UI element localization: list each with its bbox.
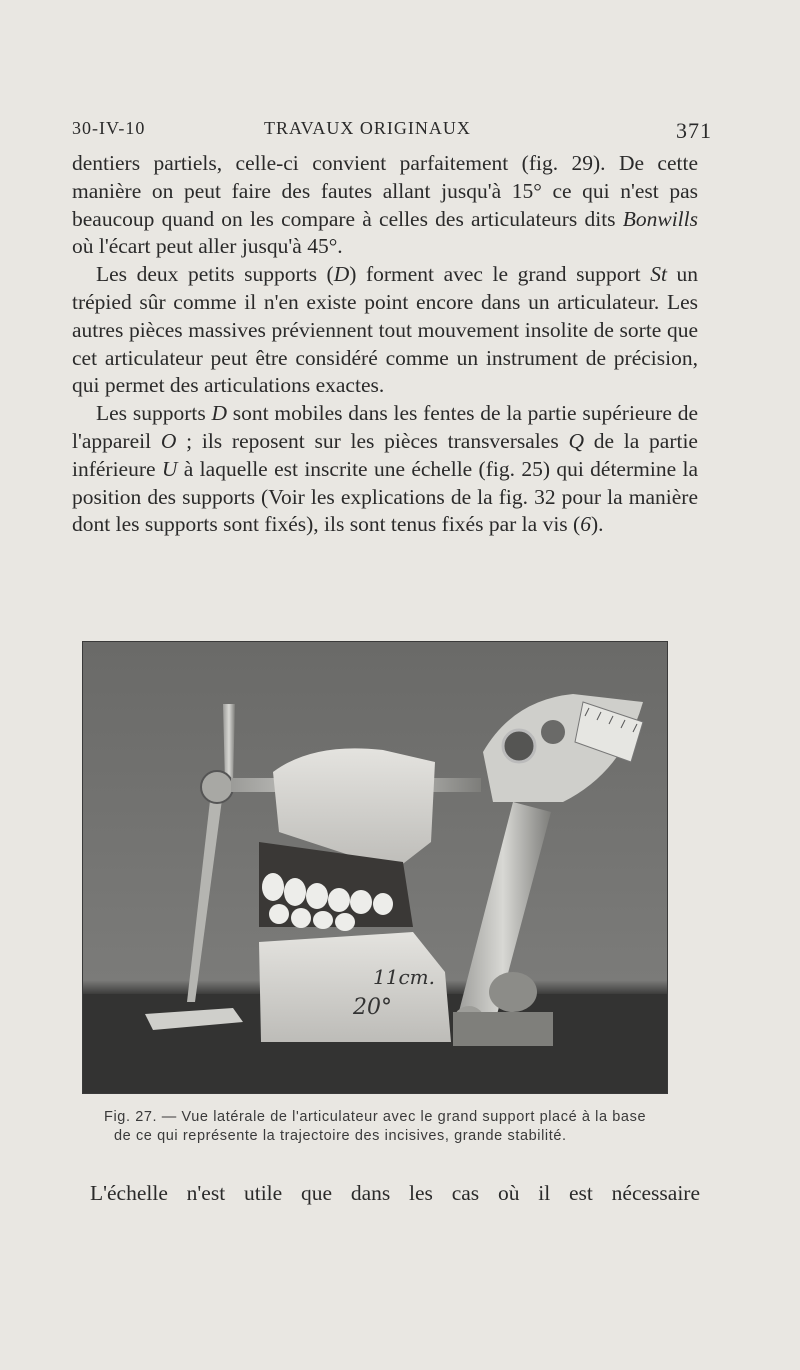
text-run: à laquelle est inscrite une échelle (fig. 25) qui détermine la position des supports (Voir les explications de la fig. 32 pour la manière dont les supports sont fixés), ils sont tenus fixés par la vis ( [72,456,698,537]
measure-label: 11cm. [373,965,435,989]
rod-clamp [201,771,233,803]
paragraph [72,150,698,261]
text-run: Les supports [96,401,212,426]
support-base-block [453,1012,553,1046]
caption-line-1: Fig. 27. — Vue latérale de l'articulateur avec le grand support placé à la base [104,1109,647,1125]
angle-label: 20° [353,995,392,1020]
text-run: de la partie inférieure [72,428,698,481]
support-knob [489,972,537,1012]
italic-term: Q [568,428,584,453]
figure-caption [104,1108,700,1146]
italic-term: O [160,428,177,453]
italic-term: 6 [580,512,591,537]
condyle-ball [503,730,535,762]
running-head-date: 30-IV-10 [72,118,146,138]
paragraph [72,400,698,539]
italic-term: D [333,262,350,287]
text-run: où l'écart peut aller jusqu'à 45°. [72,234,343,259]
paragraph [72,261,698,400]
continuation-line: L'échelle n'est utile que dans les cas où il est nécessaire [90,1181,700,1205]
page-number: 371 [676,118,712,143]
text-run: ). [590,512,604,537]
text-run: dentiers partiels, celle-ci convient parfaitement (fig. 29). De cette manière on peut faire des fautes allant jusqu'à 15° ce qui n'est pas beaucoup quand on les compare à celles des articulateurs dits [72,151,698,231]
italic-term: U [161,456,178,481]
running-head-title: TRAVAUX ORIGINAUX [264,118,471,138]
figure-photograph [82,641,668,1094]
vertical-rod [223,704,235,782]
text-run: sont mobiles dans les fentes de la partie supérieure de l'appareil [72,401,698,453]
italic-term: Bonwills [622,206,698,231]
articulator-photo [83,642,667,1093]
italic-term: St [650,262,667,287]
text-run: Les deux petits supports ( [96,262,334,287]
italic-term: D [211,401,228,426]
caption-line-2: de ce qui représente la trajectoire des incisives, grande stabilité. [114,1128,567,1144]
text-run: ; ils reposent sur les pièces transversales [176,428,569,453]
running-head [72,118,712,148]
body-text [72,150,698,539]
adjust-screw [541,720,565,744]
text-run: un trépied sûr comme il n'en existe point encore dans un articulateur. Les autres pièces massives préviennent tout mouvement insolite de sorte que cet articulateur peut être considéré comme un instrument de précision, qui permet des articulations exactes. [72,262,698,398]
text-run: ) forment avec le grand support [349,262,651,287]
